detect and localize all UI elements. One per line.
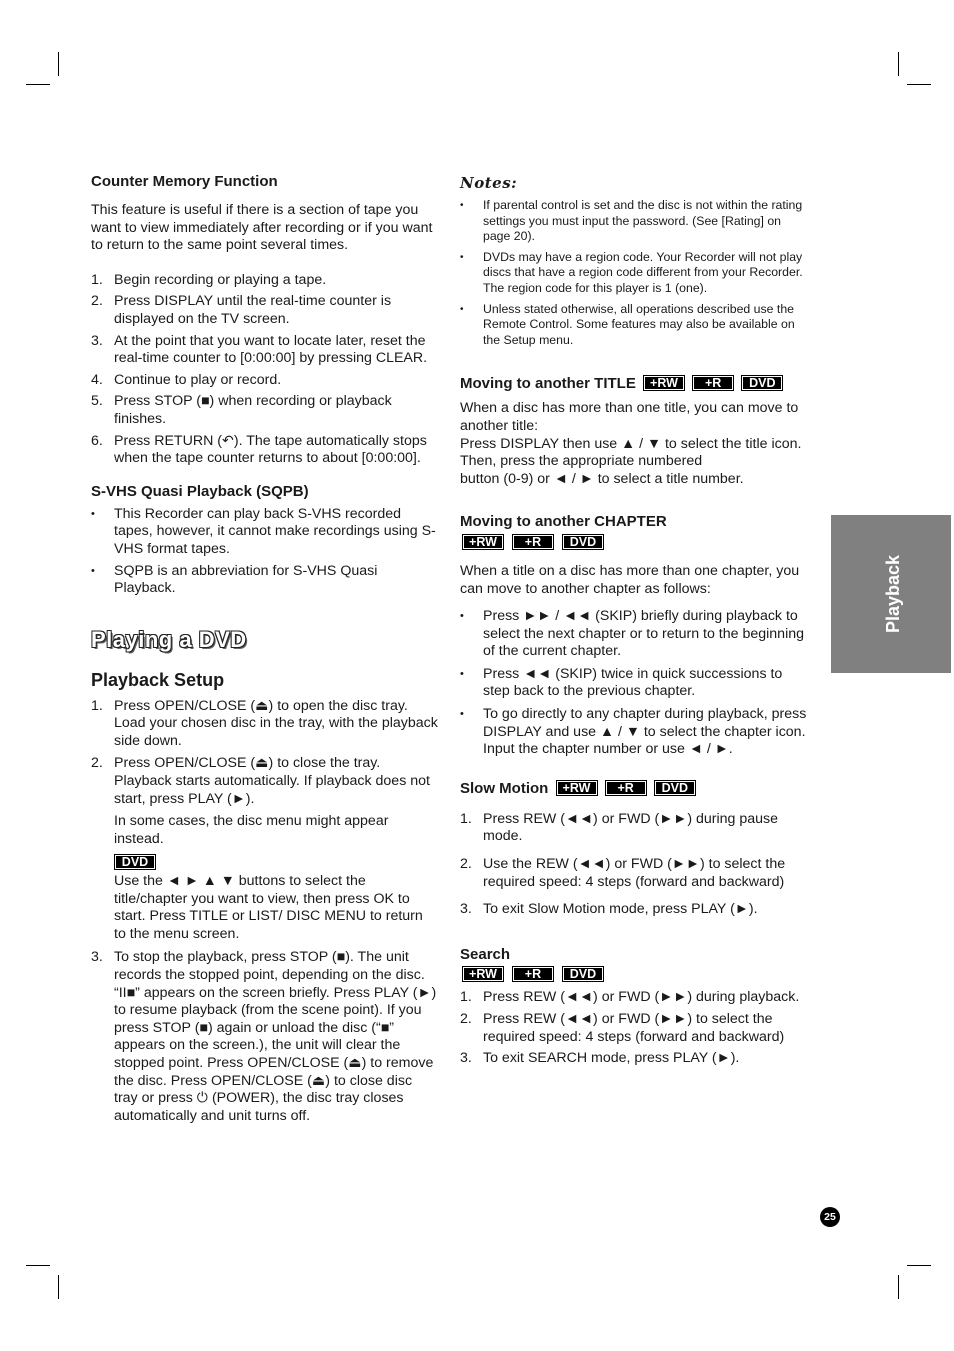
chapter-badges: [460, 534, 808, 553]
setup-note: In some cases, the disc menu might appear instead.: [114, 813, 389, 847]
list-item: • Press ◄◄ (SKIP) twice in quick successions to step back to the previous chapter.: [460, 666, 808, 701]
list-item: 4. Continue to play or record.: [91, 371, 282, 388]
dvd-badge: DVD: [562, 966, 604, 982]
counter-memory-heading: Counter Memory Function: [91, 173, 278, 190]
list-item: • Press ►► / ◄◄ (SKIP) briefly during playback to select the next chapter or to return to the beginning of the current chapter.: [460, 608, 808, 661]
title-text-1: When a disc has more than one title, you can move to another title:: [460, 400, 799, 434]
counter-steps: [91, 272, 438, 468]
list-item: 2. Press OPEN/CLOSE (⏏) to close the tray. Playback starts automatically. If playback does not start, press PLAY (►). In some cases, the disc menu might appear instead. DVD Use the ◄ ► ▲ ▼ buttons to select the title/chapter you want to view, then press OK to start. Press TITLE or LIST/ DISC MENU to return to the menu screen.: [91, 755, 438, 943]
setup-steps: [91, 698, 438, 1126]
list-item: • Unless stated otherwise, all operations described use the Remote Control. Some features may also be available on the Setup menu.: [460, 302, 808, 349]
crop-mark: [26, 1265, 50, 1266]
dvd-badge: DVD: [741, 375, 783, 391]
crop-mark: [898, 52, 899, 76]
list-item: • DVDs may have a region code. Your Recorder will not play discs that have a region code different from your Recorder. The region code for this player is 1 (one).: [460, 250, 808, 297]
chapter-intro: When a title on a disc has more than one chapter, you can move to another chapter as follows:: [460, 562, 800, 597]
side-tab-label: Playback: [883, 554, 903, 633]
slow-motion-heading: Slow Motion +RW +R DVD: [460, 779, 808, 799]
svhs-bullets: [91, 506, 438, 598]
notes-list: [460, 198, 808, 348]
r-badge: +R: [692, 375, 734, 391]
rw-badge: +RW: [556, 780, 598, 796]
list-item: 1. Press REW (◄◄) or FWD (►►) during playback.: [460, 989, 800, 1006]
list-item: 3. At the point that you want to locate later, reset the real-time counter to [0:00:00] by pressing CLEAR.: [91, 332, 428, 367]
crop-mark: [898, 1275, 899, 1299]
chapter-bullets: [460, 608, 808, 759]
crop-mark: [26, 84, 50, 85]
list-item: • If parental control is set and the disc is not within the rating settings you must input the password. (See [Rating] on page 20).: [460, 198, 808, 245]
page-number: 25: [820, 1207, 840, 1227]
svhs-heading: S-VHS Quasi Playback (SQPB): [91, 482, 309, 500]
list-item: • SQPB is an abbreviation for S-VHS Quasi Playback.: [91, 563, 438, 598]
dvd-badge: DVD: [114, 854, 156, 870]
crop-mark: [58, 52, 59, 76]
playing-dvd-title: Playing a DVD: [91, 626, 247, 652]
rw-badge: +RW: [462, 966, 504, 982]
setup-dvd-text: Use the ◄ ► ▲ ▼ buttons to select the title/chapter you want to view, then press OK to start. Press TITLE or LIST/ DISC MENU to return to the menu screen.: [114, 873, 423, 942]
dvd-badge: DVD: [562, 534, 604, 550]
counter-intro: This feature is useful if there is a section of tape you want to view immediately after recording or if you want to return to the same point several times.: [91, 202, 433, 254]
crop-mark: [907, 1265, 931, 1266]
rw-badge: +RW: [643, 375, 685, 391]
chapter-heading: Moving to another CHAPTER: [460, 513, 667, 531]
title-text-2: Press DISPLAY then use ▲ / ▼ to select the title icon. Then, press the appropriate numbered: [460, 435, 802, 470]
list-item: • To go directly to any chapter during playback, press DISPLAY and use ▲ / ▼ to select the chapter icon. Input the chapter number or use ◄ / ►.: [460, 706, 808, 759]
title-text-3: button (0-9) or ◄ / ► to select a title number.: [460, 470, 744, 487]
list-item: 1. Press OPEN/CLOSE (⏏) to open the disc tray. Load your chosen disc in the tray, with the playback side down.: [91, 697, 438, 749]
search-steps: [460, 989, 808, 1067]
list-item: 2. Use the REW (◄◄) or FWD (►►) to select the required speed: 4 steps (forward and backward): [460, 856, 786, 890]
search-badges: [460, 966, 808, 985]
rw-badge: +RW: [462, 534, 504, 550]
playback-setup-heading: Playback Setup: [91, 669, 225, 690]
search-heading: Search: [460, 945, 511, 963]
list-item: 1. Begin recording or playing a tape.: [91, 271, 327, 288]
list-item: • This Recorder can play back S-VHS recorded tapes, however, it cannot make recordings using S-VHS format tapes.: [91, 506, 438, 559]
r-badge: +R: [605, 780, 647, 796]
list-item: 3. To exit SEARCH mode, press PLAY (►).: [460, 1050, 740, 1067]
list-item: 3. To stop the playback, press STOP (■). The unit records the stopped point, depending on the disc. “II■” appears on the screen briefly. Press PLAY (►) to resume playback (from the scene point). If you press STOP (■) again or unload the disc (“■” appears on the screen.), the unit will clear the stopped point. Press OPEN/CLOSE (⏏) to remove the disc. Press OPEN/CLOSE (⏏) to close disc tray or press ⏻ (POWER), the disc tray closes automatically and unit turns off.: [91, 949, 437, 1124]
list-item: 3. To exit Slow Motion mode, press PLAY (►).: [460, 901, 758, 918]
left-column: [91, 172, 438, 1125]
crop-mark: [907, 84, 931, 85]
list-item: 2. Press DISPLAY until the real-time counter is displayed on the TV screen.: [91, 293, 392, 327]
side-tab-playback: [831, 515, 951, 673]
r-badge: +R: [512, 534, 554, 550]
list-item: 2. Press REW (◄◄) or FWD (►►) to select the required speed: 4 steps (forward and backward): [460, 1011, 785, 1045]
dvd-badge: DVD: [654, 780, 696, 796]
list-item: 5. Press STOP (■) when recording or playback finishes.: [91, 393, 392, 427]
notes-heading: Notes:: [460, 174, 518, 192]
title-heading: Moving to another TITLE +RW +R DVD: [460, 374, 808, 394]
list-item: 1. Press REW (◄◄) or FWD (►►) during pause mode.: [460, 810, 779, 845]
right-column: [460, 172, 808, 1068]
crop-mark: [58, 1275, 59, 1299]
r-badge: +R: [512, 966, 554, 982]
slow-steps: [460, 811, 808, 919]
list-item: 6. Press RETURN (↶). The tape automatically stops when the tape counter returns to about [0:00:00].: [91, 432, 427, 467]
